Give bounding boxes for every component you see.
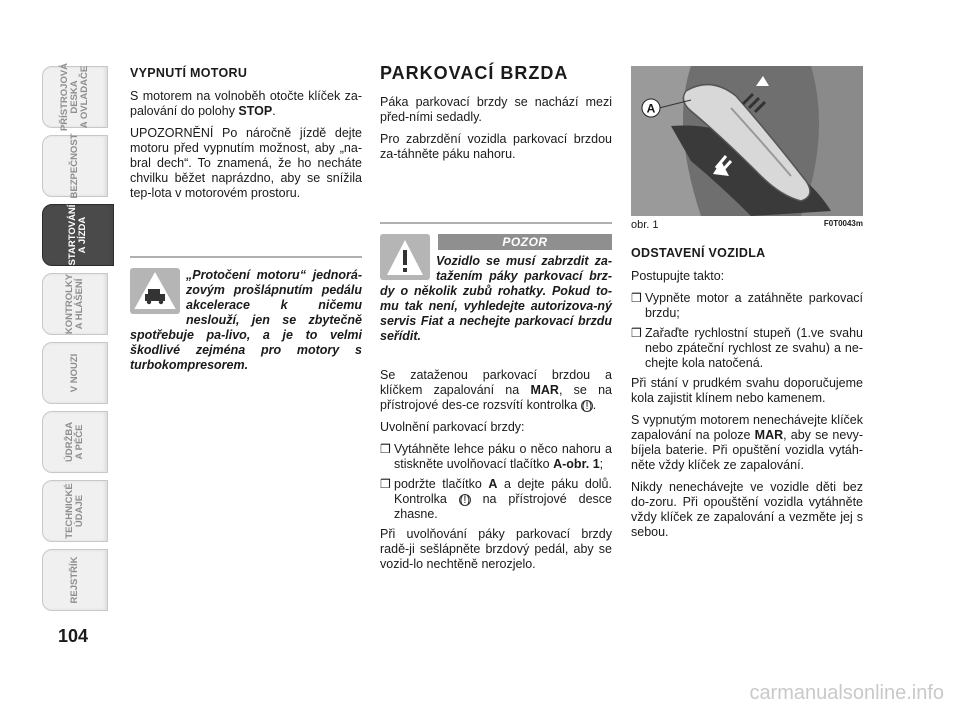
paragraph: Při uvolňování páky parkovací brzdy radě-ji sešlápněte brzdový pedál, aby se vozid-lo nechtěně nerozjelo.	[380, 527, 612, 571]
tab-rejstrik[interactable]	[42, 549, 108, 611]
callout-label-a: A	[646, 101, 656, 116]
tab-label: V NOUZI	[69, 353, 80, 393]
brake-warning-lamp-icon: (!)	[459, 493, 471, 506]
tab-label: STARTOVÁNÍ A JÍZDA	[67, 204, 88, 266]
paragraph: Páka parkovací brzdy se nachází mezi před-ními sedadly.	[380, 95, 612, 124]
figure-caption	[631, 219, 863, 231]
column-parking-brake	[380, 63, 612, 169]
section-heading-parking: ODSTAVENÍ VOZIDLA	[631, 246, 766, 260]
column-parking-brake-continued	[380, 368, 612, 579]
paragraph: Postupujte takto:	[631, 269, 725, 283]
tab-startovani-a-jizda[interactable]	[42, 204, 114, 266]
checkbox-bullet-icon: ❒	[380, 477, 391, 491]
tab-udrzba[interactable]	[42, 411, 108, 473]
tab-pristrojova-deska[interactable]	[42, 62, 108, 132]
paragraph: UPOZORNĚNÍ Po náročně jízdě dejte motoru před vypnutím možnost, aby „na-bral dech“. To znamená, že ho necháte chvilku běžet naprázdno, aby se snížila tep-lota v motorovém prostoru.	[130, 126, 362, 200]
list-item: ❒ Vypněte motor a zatáhněte parkovací brzdu;	[631, 291, 863, 320]
note-box	[130, 256, 362, 373]
checkbox-bullet-icon: ❒	[631, 326, 642, 340]
figure-code: F0T0043m	[823, 219, 863, 228]
warning-text: Vozidlo se musí zabrzdit za-tažením páky parkovací brz-dy o několik zubů rohatky. Pokud to-mu tak není, vyhledejte autorizova-ný servis Fiat a nechejte parkovací brzdu seřídit.	[380, 254, 612, 343]
tab-v-nouzi[interactable]	[42, 342, 108, 404]
watermark: carmanualsonline.info	[749, 682, 944, 704]
column-parking-vehicle	[631, 246, 863, 547]
warning-label: POZOR	[438, 234, 612, 250]
tab-technicke-udaje[interactable]	[42, 480, 108, 542]
car-icon	[130, 268, 180, 314]
chapter-tabs	[42, 62, 108, 618]
list-item: ❒ Vytáhněte lehce páku o něco nahoru a stiskněte uvolňovací tlačítko A-obr. 1;	[380, 442, 612, 471]
tab-bezpecnost[interactable]	[42, 135, 108, 197]
paragraph: S motorem na volnoběh otočte klíček za-palování do polohy STOP.	[130, 89, 362, 118]
paragraph: Při stání v prudkém svahu doporučujeme kola zajistit klínem nebo kamenem.	[631, 376, 863, 405]
checkbox-bullet-icon: ❒	[380, 442, 391, 456]
section-heading-engine-off: VYPNUTÍ MOTORU	[130, 66, 248, 80]
note-text: „Protočení motoru“ jednorá-zovým prošlápnutím pedálu akcelerace k ničemu neslouží, jen se zbytečně spotřebuje pa-livo, a je to velmi škodlivé zejména pro motory s turbokompresorem.	[130, 268, 362, 372]
warning-box	[380, 222, 612, 344]
paragraph: Se zataženou parkovací brzdou a klíčkem zapalování na MAR, se na přístrojové des-ce rozsvítí kontrolka (!).	[380, 368, 612, 412]
tab-label: PŘÍSTROJOVÁ DESKA A OVLADAČE	[59, 62, 90, 132]
warning-triangle-icon	[380, 234, 430, 280]
caption-text: obr. 1	[631, 219, 659, 231]
paragraph: Uvolnění parkovací brzdy:	[380, 420, 525, 434]
list-item: ❒ podržte tlačítko A a dejte páku dolů. Kontrolka (!) na přístrojové desce zhasne.	[380, 477, 612, 521]
page-number: 104	[58, 626, 89, 646]
page-title: PARKOVACÍ BRZDA	[380, 63, 569, 83]
paragraph: Nikdy nenechávejte ve vozidle děti bez do-zoru. Při opouštění vozidla vytáhněte vždy klíček ze zapalování a vezměte jej s sebou.	[631, 480, 863, 539]
tab-kontrolky[interactable]	[42, 273, 108, 335]
paragraph: Pro zabrzdění vozidla parkovací brzdou za-táhněte páku nahoru.	[380, 132, 612, 161]
brake-warning-lamp-icon: (!)	[581, 399, 593, 412]
parking-brake-photo	[631, 66, 863, 216]
tab-label: ÚDRŽBA A PÉČE	[64, 421, 85, 463]
paragraph: S vypnutým motorem nenechávejte klíček zapalování na poloze MAR, aby se nevy-bíjela baterie. Při opuštění vozidla vytáh-něte vždy klíček ze zapalování.	[631, 413, 863, 472]
tab-label: KONTROLKY A HLÁŠENÍ	[64, 273, 85, 335]
list-item: ❒ Zařaďte rychlostní stupeň (1.ve svahu nebo zpáteční rychlost ze svahu) a ne-chejte kola natočená.	[631, 326, 863, 370]
column-engine-off	[130, 66, 362, 208]
tab-label: BEZPEČNOST	[69, 133, 80, 199]
tab-label: REJSTŘÍK	[69, 556, 80, 604]
tab-label: TECHNICKÉ ÚDAJE	[64, 483, 85, 539]
checkbox-bullet-icon: ❒	[631, 291, 642, 305]
